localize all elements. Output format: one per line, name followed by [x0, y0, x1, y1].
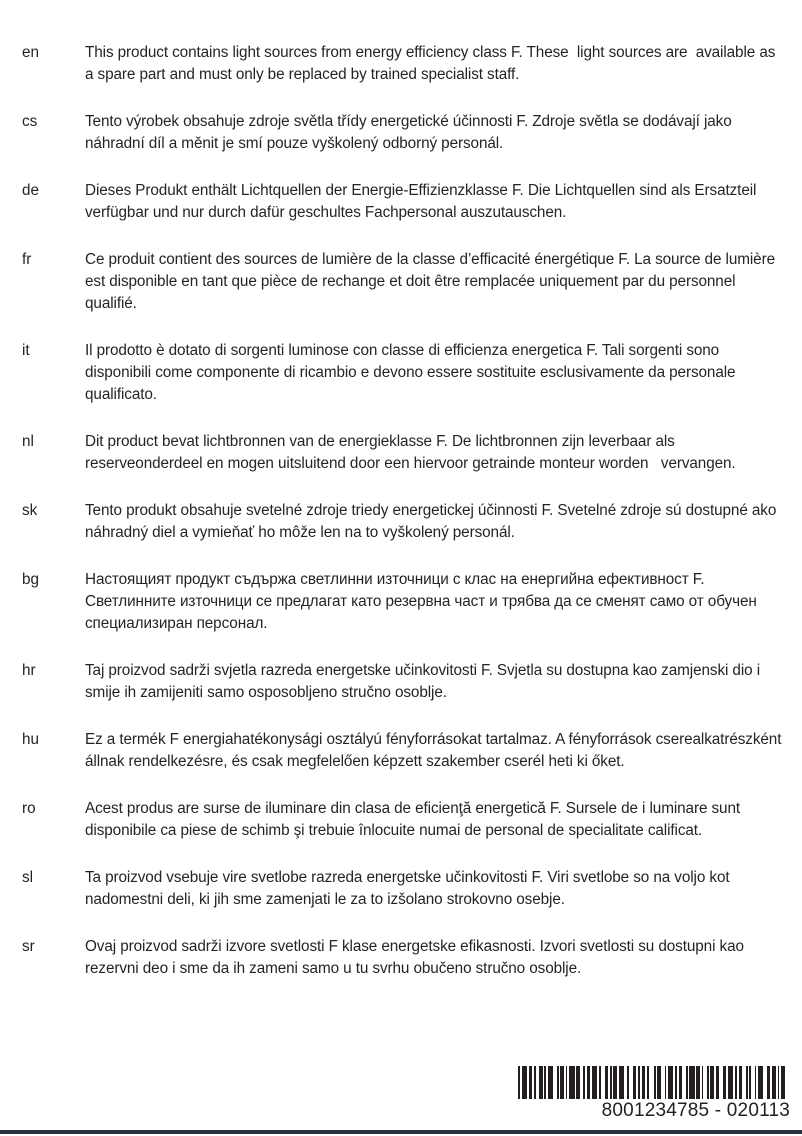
- language-row: [22, 936, 784, 980]
- language-code: ro: [22, 800, 36, 817]
- language-code: it: [22, 342, 30, 359]
- language-row: [22, 798, 784, 842]
- language-row: [22, 180, 784, 224]
- paragraph-text: Taj proizvod sadrži svjetla razreda energetske učinkovitosti F. Svjetla su dostupna kao zamjenski dio i smije ih zamijeniti samo osposobljeno stručno osoblje.: [85, 662, 765, 701]
- language-code: hu: [22, 731, 40, 748]
- language-row: [22, 660, 784, 704]
- paragraph-text: Dit product bevat lichtbronnen van de energieklasse F. De lichtbronnen zijn leverbaar als reserveonderdeel en mogen uitsluitend door een hiervoor getrainde monteur worden vervangen.: [85, 433, 736, 472]
- language-code: sk: [22, 502, 38, 519]
- language-code: fr: [22, 251, 32, 268]
- paragraph-text: Dieses Produkt enthält Lichtquellen der Energie-Effizienzklasse F. Die Lichtquellen sind als Ersatzteil verfügbar und nur durch dafür geschultes Fachpersonal auszutauschen.: [85, 182, 761, 221]
- language-row: [22, 500, 784, 544]
- language-code: sr: [22, 938, 35, 955]
- language-code: nl: [22, 433, 34, 450]
- language-row: [22, 729, 784, 773]
- language-code: bg: [22, 571, 40, 588]
- paragraph-text: Acest produs are surse de iluminare din clasa de eficienţă energetică F. Sursele de i luminare sunt disponibile ca piese de schimb şi trebuie înlocuite numai de personal de specialitate calificat.: [85, 800, 745, 839]
- language-row: [22, 42, 784, 86]
- paragraph-text: Ce produit contient des sources de lumière de la classe d’efficacité énergétique F. La source de lumière est disponible en tant que pièce de rechange et doit être remplacée uniquement par du personnel qualifié.: [85, 251, 780, 312]
- barcode-block: [518, 1066, 790, 1121]
- language-row: [22, 111, 784, 155]
- paragraph-text: Tento produkt obsahuje svetelné zdroje triedy energetickej účinnosti F. Svetelné zdroje sú dostupné ako náhradný diel a vymieňať ho môže len na to vyškolený personál.: [85, 502, 781, 541]
- paragraph-text: Настоящият продукт съдържа светлинни източници с клас на енергийна ефективност F. Светлинните източници се предлагат като резервна част и трябва да се сменят само от обучен специализиран персонал.: [85, 571, 761, 632]
- language-row: [22, 249, 784, 315]
- language-code: sl: [22, 869, 34, 886]
- language-row: [22, 867, 784, 911]
- barcode-number: 8001234785 - 020113: [601, 1100, 790, 1121]
- language-row: [22, 431, 784, 475]
- language-code: cs: [22, 113, 38, 130]
- language-row: [22, 340, 784, 406]
- paragraph-text: This product contains light sources from energy efficiency class F. These light sources are available as a spare part and must only be replaced by trained specialist staff.: [85, 44, 780, 83]
- footer-rule: [0, 1130, 802, 1134]
- language-code: hr: [22, 662, 36, 679]
- language-code: en: [22, 44, 40, 61]
- barcode-icon: [518, 1066, 790, 1099]
- paragraph-text: Il prodotto è dotato di sorgenti luminose con classe di efficienza energetica F. Tali sorgenti sono disponibili come componente di ricambio e devono essere sostituite esclusivamente da personale qualificato.: [85, 342, 740, 403]
- language-row: [22, 569, 784, 635]
- paragraph-text: Ovaj proizvod sadrži izvore svetlosti F klase energetske efikasnosti. Izvori svetlosti su dostupni kao rezervni deo i sme da ih zameni samo u tu svrhu obučeno stručno osoblje.: [85, 938, 749, 977]
- paragraph-text: Tento výrobek obsahuje zdroje světla třídy energetické účinnosti F. Zdroje světla se dodávají jako náhradní díl a měnit je smí pouze vyškolený odborný personál.: [85, 113, 736, 152]
- paragraph-text: Ez a termék F energiahatékonysági osztályú fényforrásokat tartalmaz. A fényforrások cserealkatrészként állnak rendelkezésre, és csak megfelelően képzett szakember cserél heti ki őket.: [85, 731, 786, 770]
- paragraph-text: Ta proizvod vsebuje vire svetlobe razreda energetske učinkovitosti F. Viri svetlobe so na voljo kot nadomestni deli, ki jih sme zamenjati le za to izšolano strokovno osebje.: [85, 869, 734, 908]
- language-code: de: [22, 182, 40, 199]
